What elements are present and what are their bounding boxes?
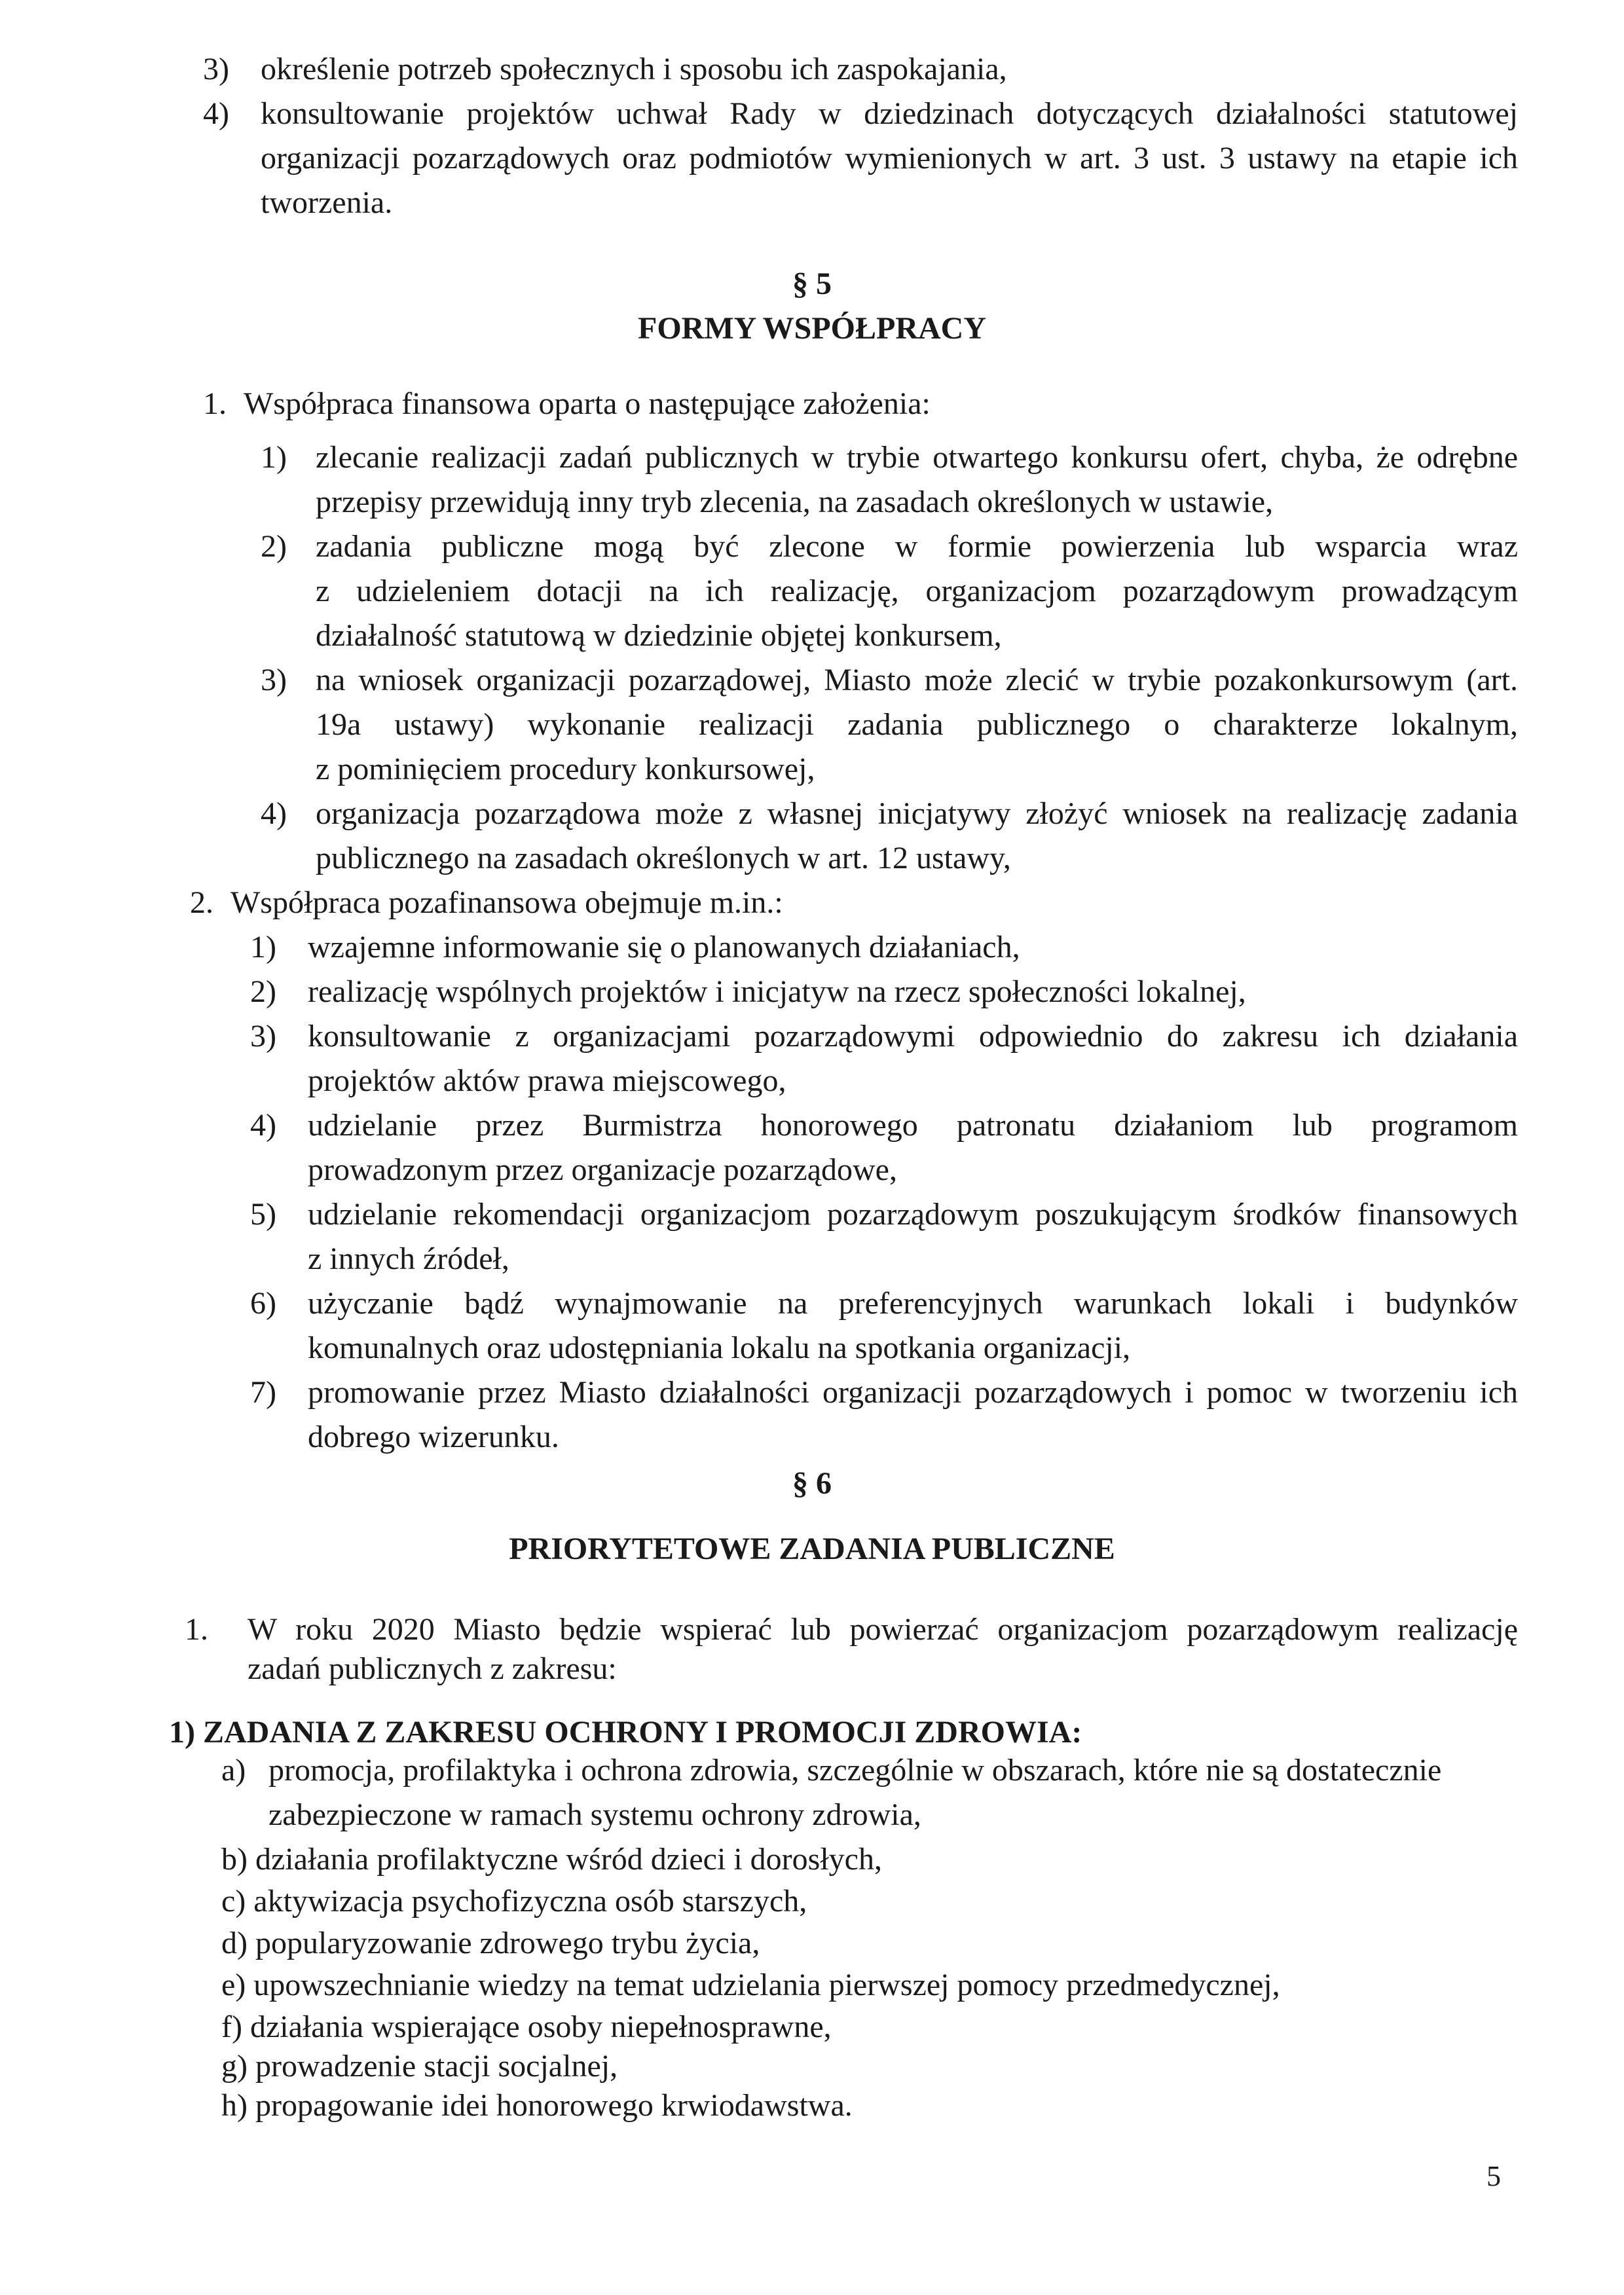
list-item-number: a) — [221, 1753, 246, 1788]
list-item-text: dobrego wizerunku. — [308, 1420, 559, 1454]
list-item-text: wzajemne informowanie się o planowanych działaniach, — [308, 930, 1020, 964]
point-number: 1. — [185, 1612, 208, 1647]
list-item-text: konsultowanie z organizacjami pozarządowymi odpowiednio do zakresu ich działania — [308, 1019, 1518, 1054]
list-item-text: udzielanie przez Burmistrza honorowego patronatu działaniom lub programom — [308, 1108, 1518, 1143]
list-item-text: prowadzonym przez organizacje pozarządowe, — [308, 1152, 897, 1187]
list-item-text: na wniosek organizacji pozarządowej, Miasto może zlecić w trybie pozakonkursowym (art. — [316, 663, 1518, 697]
list-item-number: 3) — [261, 663, 287, 697]
list-item-text: działalność statutową w dziedzinie objętej konkursem, — [316, 618, 1002, 653]
list-item-number: 4) — [250, 1108, 276, 1143]
list-item-number: 2) — [250, 974, 276, 1009]
list-item-text: komunalnych oraz udostępniania lokalu na spotkania organizacji, — [308, 1331, 1131, 1365]
list-item: d) popularyzowanie zdrowego trybu życia, — [221, 1926, 760, 1960]
list-item: h) propagowanie idei honorowego krwiodawstwa. — [221, 2088, 853, 2123]
section-title: PRIORYTETOWE ZADANIA PUBLICZNE — [509, 1532, 1115, 1566]
list-item-number: 1) — [250, 930, 276, 964]
list-item: c) aktywizacja psychofizyczna osób starszych, — [221, 1884, 807, 1919]
list-item-text: 19a ustawy) wykonanie realizacji zadania publicznego o charakterze lokalnym, — [316, 707, 1518, 742]
list-item-number: 2) — [261, 529, 287, 564]
list-item-text: zadania publiczne mogą być zlecone w formie powierzenia lub wsparcia wraz — [316, 529, 1518, 564]
list-item: e) upowszechnianie wiedzy na temat udzielania pierwszej pomocy przedmedycznej, — [221, 1968, 1280, 2002]
list-item: f) działania wspierające osoby niepełnosprawne, — [221, 2010, 832, 2044]
list-item-number: 7) — [250, 1375, 276, 1410]
list-item-text: publicznego na zasadach określonych w art. 12 ustawy, — [316, 841, 1011, 875]
point-text: Współpraca finansowa oparta o następujące założenia: — [244, 386, 931, 421]
list-item-text: z udzieleniem dotacji na ich realizację, organizacjom pozarządowym prowadzącym — [316, 574, 1518, 608]
list-item-number: 4) — [261, 796, 287, 831]
list-item-number: 6) — [250, 1286, 276, 1321]
group-heading: 1) ZADANIA Z ZAKRESU OCHRONY I PROMOCJI ZDROWIA: — [169, 1715, 1082, 1750]
list-item-number: 1) — [261, 440, 287, 475]
list-item: b) działania profilaktyczne wśród dzieci i dorosłych, — [221, 1842, 882, 1877]
point-number: 1. — [203, 386, 227, 421]
list-item-text: określenie potrzeb społecznych i sposobu ich zaspokajania, — [261, 52, 1007, 86]
list-item-text: organizacja pozarządowa może z własnej inicjatywy złożyć wniosek na realizację zadania — [316, 796, 1518, 831]
list-item-text: tworzenia. — [261, 185, 393, 220]
list-item-text: konsultowanie projektów uchwał Rady w dziedzinach dotyczących działalności statutowej — [261, 96, 1518, 131]
section-number: § 6 — [792, 1466, 832, 1501]
list-item-text: z innych źródeł, — [308, 1241, 509, 1276]
section-title: FORMY WSPÓŁPRACY — [638, 311, 986, 346]
list-item-number: 4) — [203, 96, 229, 131]
point-number: 2. — [190, 885, 213, 920]
list-item-number: 5) — [250, 1197, 276, 1232]
list-item-text: zlecanie realizacji zadań publicznych w trybie otwartego konkursu ofert, chyba, że odrębne — [316, 440, 1518, 475]
list-item-text: projektów aktów prawa miejscowego, — [308, 1063, 786, 1098]
point-text: Współpraca pozafinansowa obejmuje m.in.: — [231, 885, 783, 920]
list-item-text: organizacji pozarządowych oraz podmiotów wymienionych w art. 3 ust. 3 ustawy na etapie ich — [261, 141, 1518, 175]
list-item-text: z pominięciem procedury konkursowej, — [316, 752, 815, 786]
list-item-text: zabezpieczone w ramach systemu ochrony zdrowia, — [268, 1797, 921, 1832]
list-item-text: promocja, profilaktyka i ochrona zdrowia, szczególnie w obszarach, które nie są dostatecznie — [268, 1753, 1442, 1788]
list-item: g) prowadzenie stacji socjalnej, — [221, 2049, 618, 2084]
list-item-number: 3) — [203, 52, 229, 86]
point-text: W roku 2020 Miasto będzie wspierać lub powierzać organizacjom pozarządowym realizację — [248, 1612, 1518, 1647]
list-item-text: promowanie przez Miasto działalności organizacji pozarządowych i pomoc w tworzeniu ich — [308, 1375, 1518, 1410]
list-item-text: udzielanie rekomendacji organizacjom pozarządowym poszukującym środków finansowych — [308, 1197, 1518, 1232]
list-item-text: użyczanie bądź wynajmowanie na preferencyjnych warunkach lokali i budynków — [308, 1286, 1518, 1321]
point-text: zadań publicznych z zakresu: — [248, 1651, 617, 1686]
list-item-text: przepisy przewidują inny tryb zlecenia, na zasadach określonych w ustawie, — [316, 485, 1274, 519]
page-number: 5 — [1486, 2160, 1501, 2192]
list-item-text: realizację wspólnych projektów i inicjatyw na rzecz społeczności lokalnej, — [308, 974, 1246, 1009]
list-item-number: 3) — [250, 1019, 276, 1054]
section-number: § 5 — [792, 266, 832, 301]
